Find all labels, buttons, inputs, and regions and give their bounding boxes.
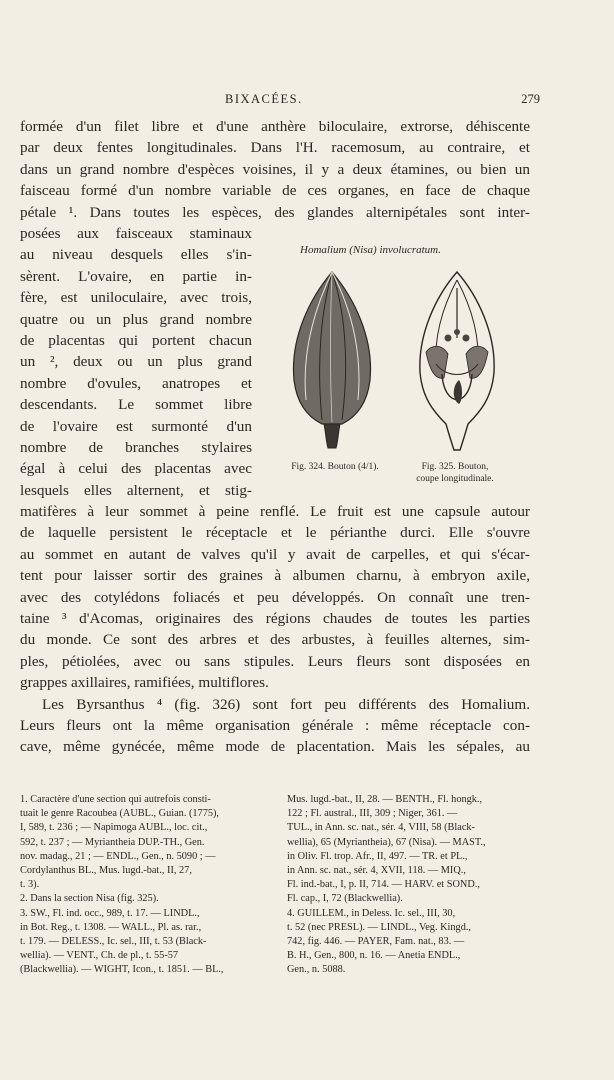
text-line: de l'ovaire est surmonté d'un: [20, 417, 252, 435]
footnote-line: Cordylanthus BL., Mus. lugd.-bat., II, 27,: [20, 865, 192, 877]
fig-325-label: [400, 461, 510, 485]
text-line: fère, est uniloculaire, avec trois,: [20, 289, 252, 307]
text-line: un ², deux ou un plus grand: [20, 353, 252, 371]
text-line: quatre ou un plus grand nombre: [20, 310, 252, 328]
running-header: [20, 92, 540, 110]
footnotes-left-column: [20, 793, 270, 978]
footnote-line: Gen., n. 5088.: [287, 964, 346, 976]
text-line: dans un grand nombre d'espèces voisines, il y a deux étamines, ou bien un: [20, 160, 530, 178]
footnote-line: Fl. cap., I, 72 (Blackwellia).: [287, 893, 403, 905]
text-line: matifères à leur sommet à peine renflé. Le fruit est une capsule autour: [20, 503, 530, 520]
page-number: 279: [521, 92, 540, 106]
text-line: de placentas qui portent chacun: [20, 332, 252, 350]
footnote-line: 592, t. 237 ; — Myriantheia DUP.-TH., Gen.: [20, 836, 205, 848]
footnote-line: (Blackwellia). — WIGHT, Icon., t. 1851. — BL.,: [20, 964, 224, 976]
text-line: faisceau formé d'un nombre variable de ces organes, en face de chaque: [20, 182, 530, 200]
footnote-line: I, 589, t. 236 ; — Napimoga AUBL., loc. cit.,: [20, 822, 208, 834]
text-line: cave, même gynécée, même mode de placentation. Mais les sépales, au: [20, 738, 530, 756]
footnote-line: Mus. lugd.-bat., II, 28. — BENTH., Fl. hongk.,: [287, 794, 483, 805]
footnote-line: 122 ; Fl. austral., III, 309 ; Niger, 361. —: [287, 808, 458, 820]
text-line: au sommet en autant de valves qu'il y avait de carpelles, et qui s'écar-: [20, 545, 530, 563]
text-line: du monde. Ce sont des arbres et des arbustes, à feuilles alternes, sim-: [20, 631, 530, 649]
footnote-line: in Ann. sc. nat., sér. 4, XVII, 118. — MIQ.,: [287, 865, 466, 877]
text-line: formée d'un filet libre et d'une anthère biloculaire, extrorse, déhiscente: [20, 118, 530, 135]
footnote-line: t. 179. — DELESS., Ic. sel., III, t. 53 (Black-: [20, 936, 207, 948]
text-line: au niveau desquels elles s'in-: [20, 246, 252, 264]
text-line: pétale ¹. Dans toutes les espèces, des glandes alternipétales sont inter-: [20, 203, 530, 221]
paragraph-top: [20, 116, 530, 223]
text-line: posées aux faisceaux staminaux: [20, 225, 252, 242]
footnote-line: t. 3).: [20, 879, 40, 891]
running-title: BIXACÉES.: [225, 92, 303, 106]
footnote-line: t. 52 (nec PRESL). — LINDL., Veg. Kingd.,: [287, 921, 471, 933]
footnote-line: Fl. ind.-bat., I, p. II, 714. — HARV. et SOND.,: [287, 879, 480, 891]
footnote-line: in Bot. Reg., t. 1308. — WALL., Pl. as. rar.,: [20, 921, 202, 933]
footnote-line: TUL., in Ann. sc. nat., sér. 4, VIII, 58 (Black-: [287, 822, 475, 834]
text-line: avec des cotylédons foliacés et peu développés. On connaît une tren-: [20, 588, 530, 606]
text-line: par deux fentes longitudinales. Dans l'H. racemosum, au contraire, et: [20, 139, 530, 157]
footnote-line: B. H., Gen., 800, n. 16. — Anetia ENDL.,: [287, 950, 461, 962]
text-line: Leurs fleurs ont la même organisation générale : même réceptacle con-: [20, 717, 530, 735]
text-line: nombre d'ovules, anatropes et: [20, 374, 252, 392]
text-line: égal à celui des placentas avec: [20, 460, 252, 478]
text-line: tent pour laisser sortir des graines à albumen charnu, à embryon axile,: [20, 567, 530, 585]
footnote-line: 2. Dans la section Nisa (fig. 325).: [20, 893, 159, 905]
text-line: taine ³ d'Acomas, originaires des régions chaudes de toutes les parties: [20, 610, 530, 628]
bud-section-illustration: [412, 268, 502, 454]
footnote-line: 742, fig. 446. — PAYER, Fam. nat., 83. —: [287, 936, 465, 948]
text-line: nombre de branches stylaires: [20, 439, 252, 457]
figure-caption: Homalium (Nisa) involucratum.: [300, 244, 441, 256]
text-line: de laquelle persistent le réceptacle et le périanthe durci. Elle s'ouvre: [20, 524, 530, 542]
text-line: sèrent. L'ovaire, en partie in-: [20, 267, 252, 285]
bud-illustration: [282, 268, 382, 454]
fig-325-label-line: coupe longitudinale.: [416, 474, 494, 484]
footnote-line: nov. madag., 21 ; — ENDL., Gen., n. 5090 ; —: [20, 850, 216, 862]
text-line: grappes axillaires, ramifiées, multiflores.: [20, 674, 269, 692]
fig-325-label-line: Fig. 325. Bouton,: [421, 462, 489, 472]
text-line: lesquels elles alternent, et stig-: [20, 481, 252, 499]
footnote-line: tuait le genre Racoubea (AUBL., Guian. (1775),: [20, 808, 220, 820]
paragraph-narrow: [20, 223, 252, 501]
footnote-line: in Oliv. Fl. trop. Afr., II, 497. — TR. et PL.,: [287, 850, 468, 862]
text-line: ples, pétiolées, avec ou sans stipules. Leurs fleurs sont disposées en: [20, 652, 530, 670]
text-line: Les Byrsanthus ⁴ (fig. 326) sont fort peu différents des Homalium.: [42, 695, 530, 713]
footnote-line: wellia), 65 (Myriantheia), 67 (Nisa). — MAST.,: [287, 836, 486, 848]
paragraph-bottom: [20, 501, 530, 758]
footnotes-right-column: [287, 793, 535, 978]
fig-324-label: Fig. 324. Bouton (4/1).: [291, 462, 379, 472]
text-line: descendants. Le sommet libre: [20, 396, 252, 414]
footnote-line: wellia). — VENT., Ch. de pl., t. 55-57: [20, 950, 179, 962]
footnote-line: 4. GUILLEM., in Deless. Ic. sel., III, 30,: [287, 907, 456, 919]
footnote-line: 3. SW., Fl. ind. occ., 989, t. 17. — LINDL.,: [20, 907, 200, 919]
footnote-line: 1. Caractère d'une section qui autrefois consti-: [20, 794, 211, 805]
